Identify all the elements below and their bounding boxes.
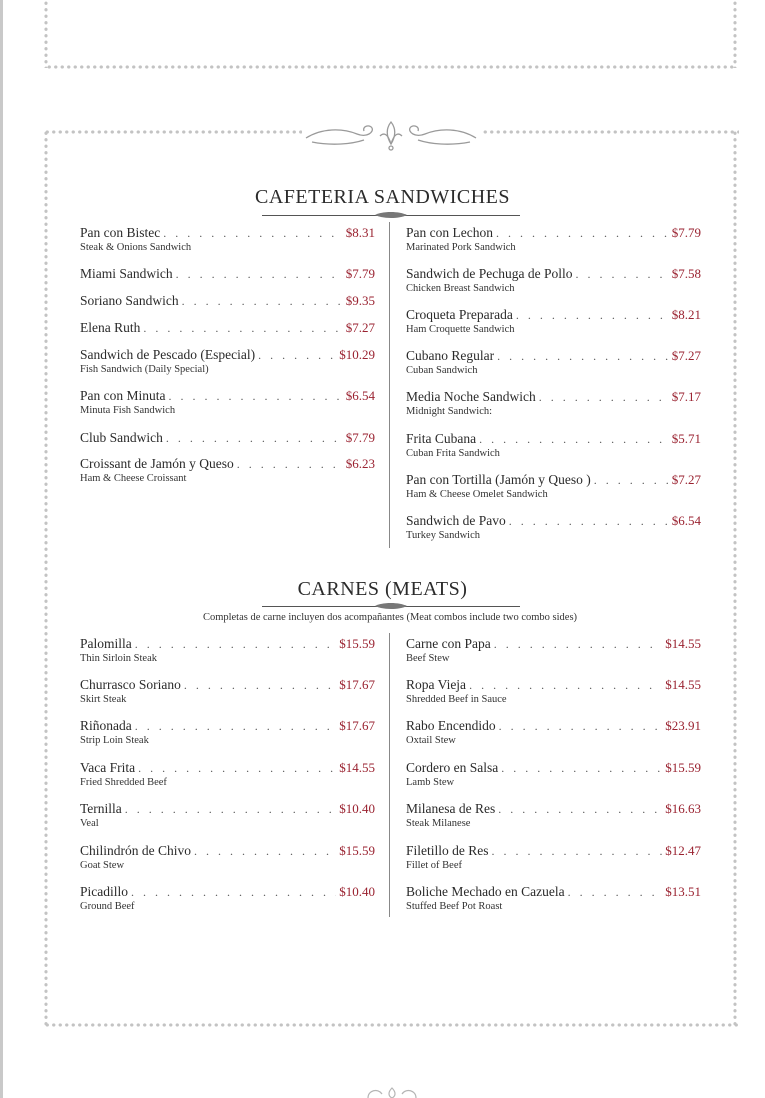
- menu-item: [80, 801, 375, 830]
- item-description: Steak & Onions Sandwich: [80, 242, 192, 253]
- item-price: $7.79: [671, 225, 701, 240]
- menu-item: [80, 320, 375, 336]
- item-name: Cordero en Salsa: [406, 760, 499, 775]
- item-name: Croissant de Jamón y Queso: [80, 456, 234, 471]
- item-description: Cuban Frita Sandwich: [406, 448, 500, 459]
- item-price: $14.55: [339, 760, 375, 775]
- item-name: Cubano Regular: [406, 348, 495, 363]
- menu-item: [80, 884, 375, 913]
- menu-item: [80, 430, 375, 446]
- item-price: $5.71: [671, 431, 701, 446]
- bottom-ornament: [362, 1086, 422, 1098]
- sandwiches-column-divider: [389, 222, 390, 548]
- scroll-ornament: [302, 118, 480, 154]
- item-price: $6.23: [345, 456, 375, 471]
- item-price: $15.59: [665, 760, 701, 775]
- item-price: $13.51: [665, 884, 701, 899]
- item-price: $15.59: [339, 843, 375, 858]
- item-name: Chilindrón de Chivo: [80, 843, 191, 858]
- item-description: Ham Croquette Sandwich: [406, 324, 515, 335]
- item-description: Midnight Sandwich:: [406, 406, 493, 417]
- item-name: Club Sandwich: [80, 430, 163, 445]
- menu-item: [80, 760, 375, 789]
- item-price: $15.59: [339, 636, 375, 651]
- item-name: Miami Sandwich: [80, 266, 173, 281]
- item-description: Stuffed Beef Pot Roast: [406, 901, 503, 912]
- item-description: Marinated Pork Sandwich: [406, 242, 516, 253]
- item-description: Shredded Beef in Sauce: [406, 694, 507, 705]
- item-price: $10.40: [339, 801, 375, 816]
- item-price: $10.29: [339, 347, 375, 362]
- item-price: $17.67: [339, 718, 375, 733]
- item-name: Frita Cubana: [406, 431, 477, 446]
- menu-item: [406, 389, 701, 418]
- item-price: $6.54: [345, 388, 375, 403]
- item-price: $7.17: [671, 389, 701, 404]
- item-name: Pan con Lechon: [406, 225, 493, 240]
- item-description: Thin Sirloin Steak: [80, 653, 157, 664]
- menu-item: [406, 431, 701, 460]
- item-description: Steak Milanese: [406, 818, 471, 829]
- item-name: Vaca Frita: [80, 760, 136, 775]
- item-price: $7.27: [345, 320, 375, 335]
- item-description: Fillet of Beef: [406, 860, 462, 871]
- menu-item: [80, 293, 375, 309]
- item-name: Pan con Bistec: [80, 225, 161, 240]
- item-name: Boliche Mechado en Cazuela: [406, 884, 565, 899]
- menu-item: [80, 718, 375, 747]
- menu-item: [80, 636, 375, 665]
- item-name: Filetillo de Res: [406, 843, 489, 858]
- menu-item: [80, 266, 375, 282]
- item-description: Ground Beef: [80, 901, 135, 912]
- item-name: Elena Ruth: [80, 320, 141, 335]
- menu-item: [80, 347, 375, 376]
- item-price: $14.55: [665, 677, 701, 692]
- menu-item: [406, 801, 701, 830]
- item-price: $10.40: [339, 884, 375, 899]
- item-price: $8.21: [671, 307, 701, 322]
- item-price: $8.31: [345, 225, 375, 240]
- item-name: Rabo Encendido: [406, 718, 496, 733]
- item-name: Croqueta Preparada: [406, 307, 513, 322]
- menu-item: [406, 472, 701, 501]
- item-price: $7.27: [671, 472, 701, 487]
- item-description: Minuta Fish Sandwich: [80, 405, 176, 416]
- item-price: $12.47: [665, 843, 701, 858]
- item-price: $7.58: [671, 266, 701, 281]
- menu-item: [406, 266, 701, 295]
- menu-item: [80, 225, 375, 254]
- item-name: Picadillo: [80, 884, 128, 899]
- menu-item: [406, 636, 701, 665]
- meats-rule-ornament: [373, 602, 409, 610]
- item-description: Lamb Stew: [406, 777, 455, 788]
- item-name: Ternilla: [80, 801, 122, 816]
- item-name: Ropa Vieja: [406, 677, 467, 692]
- item-description: Skirt Steak: [80, 694, 127, 705]
- item-price: $7.27: [671, 348, 701, 363]
- meats-column-divider: [389, 633, 390, 917]
- frame-top-border-right: [482, 130, 739, 134]
- item-description: Fish Sandwich (Daily Special): [80, 364, 209, 375]
- item-name: Pan con Minuta: [80, 388, 166, 403]
- item-name: Carne con Papa: [406, 636, 491, 651]
- item-description: Veal: [80, 818, 99, 829]
- menu-item: [406, 513, 701, 542]
- item-description: Strip Loin Steak: [80, 735, 149, 746]
- item-description: Oxtail Stew: [406, 735, 456, 746]
- item-description: Cuban Sandwich: [406, 365, 478, 376]
- item-price: $17.67: [339, 677, 375, 692]
- item-price: $7.79: [345, 430, 375, 445]
- item-description: Chicken Breast Sandwich: [406, 283, 515, 294]
- frame-top-border-left: [44, 130, 302, 134]
- menu-item: [406, 760, 701, 789]
- item-price: $6.54: [671, 513, 701, 528]
- item-name: Riñonada: [80, 718, 132, 733]
- frame-bottom-border: [44, 1023, 739, 1027]
- menu-item: [80, 456, 375, 485]
- item-price: $16.63: [665, 801, 701, 816]
- menu-item: [80, 388, 375, 417]
- top-panel-bottom-border: [46, 65, 736, 69]
- menu-item: [406, 843, 701, 872]
- item-name: Soriano Sandwich: [80, 293, 179, 308]
- item-name: Sandwich de Pavo: [406, 513, 506, 528]
- item-description: Beef Stew: [406, 653, 450, 664]
- item-description: Ham & Cheese Croissant: [80, 473, 187, 484]
- menu-item: [80, 843, 375, 872]
- item-description: Fried Shredded Beef: [80, 777, 167, 788]
- item-name: Milanesa de Res: [406, 801, 496, 816]
- meats-title: CARNES (MEATS): [297, 578, 468, 600]
- item-description: Turkey Sandwich: [406, 530, 480, 541]
- top-panel-right-border: [733, 0, 737, 68]
- item-name: Churrasco Soriano: [80, 677, 181, 692]
- top-panel-left-border: [44, 0, 48, 68]
- item-price: $7.79: [345, 266, 375, 281]
- item-description: Goat Stew: [80, 860, 125, 871]
- menu-item: [406, 884, 701, 913]
- menu-item: [406, 718, 701, 747]
- item-name: Pan con Tortilla (Jamón y Queso ): [406, 472, 591, 487]
- menu-item: [80, 677, 375, 706]
- item-description: Ham & Cheese Omelet Sandwich: [406, 489, 548, 500]
- menu-item: [406, 348, 701, 377]
- item-price: $23.91: [665, 718, 701, 733]
- item-name: Media Noche Sandwich: [406, 389, 536, 404]
- meats-combo-note: Completas de carne incluyen dos acompañantes (Meat combos include two combo sides): [202, 612, 578, 623]
- menu-item: [406, 225, 701, 254]
- item-name: Sandwich de Pescado (Especial): [80, 347, 256, 362]
- sandwiches-rule-ornament: [373, 211, 409, 219]
- sandwiches-title: CAFETERIA SANDWICHES: [254, 186, 510, 208]
- menu-item: [406, 677, 701, 706]
- item-price: $9.35: [345, 293, 375, 308]
- page-edge: [0, 0, 3, 1098]
- item-name: Palomilla: [80, 636, 132, 651]
- menu-item: [406, 307, 701, 336]
- item-name: Sandwich de Pechuga de Pollo: [406, 266, 573, 281]
- item-price: $14.55: [665, 636, 701, 651]
